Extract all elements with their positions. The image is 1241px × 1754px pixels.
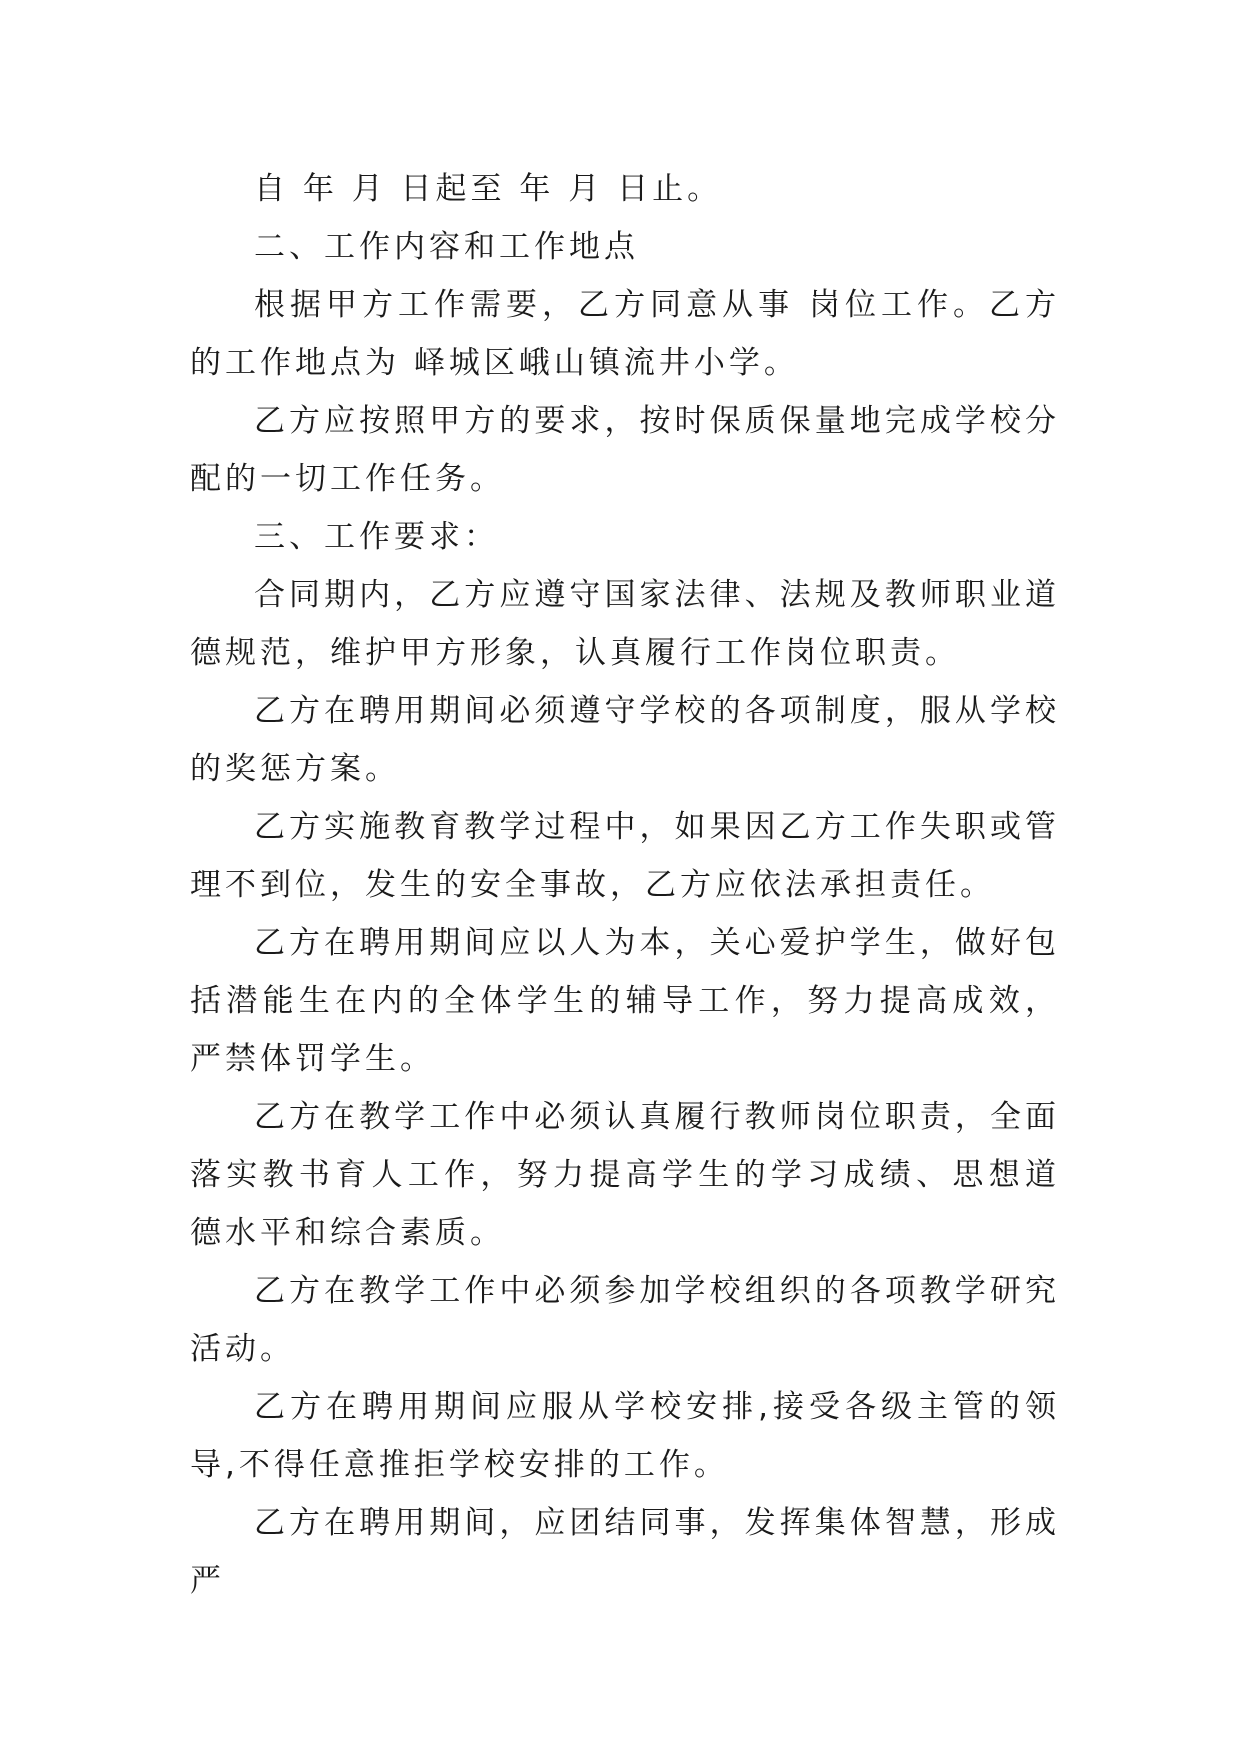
paragraph-term-dates: 自 年 月 日起至 年 月 日止。 — [254, 171, 723, 207]
paragraph-unity-colleagues: 乙方在聘用期间，应团结同事，发挥集体智慧，形成严 — [190, 1505, 1060, 1599]
paragraph-complete-tasks: 乙方应按照甲方的要求，按时保质保量地完成学校分配的一切工作任务。 — [190, 403, 1060, 497]
paragraph-follow-arrangements: 乙方在聘用期间应服从学校安排,接受各级主管的领导,不得任意推拒学校安排的工作。 — [190, 1389, 1060, 1483]
paragraph-obey-laws: 合同期内，乙方应遵守国家法律、法规及教师职业道德规范，维护甲方形象，认真履行工作岗位职责。 — [190, 577, 1060, 671]
paragraph-research-activities: 乙方在教学工作中必须参加学校组织的各项教学研究活动。 — [190, 1273, 1060, 1367]
paragraph-care-students: 乙方在聘用期间应以人为本，关心爱护学生，做好包括潜能生在内的全体学生的辅导工作，努力提高成效，严禁体罚学生。 — [190, 925, 1060, 1077]
paragraph-work-location: 根据甲方工作需要，乙方同意从事 岗位工作。乙方的工作地点为 峄城区峨山镇流井小学。 — [190, 287, 1060, 381]
document-body — [190, 160, 1060, 1610]
paragraph-school-rules: 乙方在聘用期间必须遵守学校的各项制度，服从学校的奖惩方案。 — [190, 693, 1060, 787]
paragraph-safety-responsibility: 乙方实施教育教学过程中，如果因乙方工作失职或管理不到位，发生的安全事故，乙方应依法承担责任。 — [190, 809, 1060, 903]
heading-work-requirements: 三、工作要求： — [254, 519, 499, 555]
paragraph-teacher-duties: 乙方在教学工作中必须认真履行教师岗位职责，全面落实教书育人工作，努力提高学生的学习成绩、思想道德水平和综合素质。 — [190, 1099, 1060, 1251]
heading-work-content-location: 二、工作内容和工作地点 — [254, 229, 639, 265]
